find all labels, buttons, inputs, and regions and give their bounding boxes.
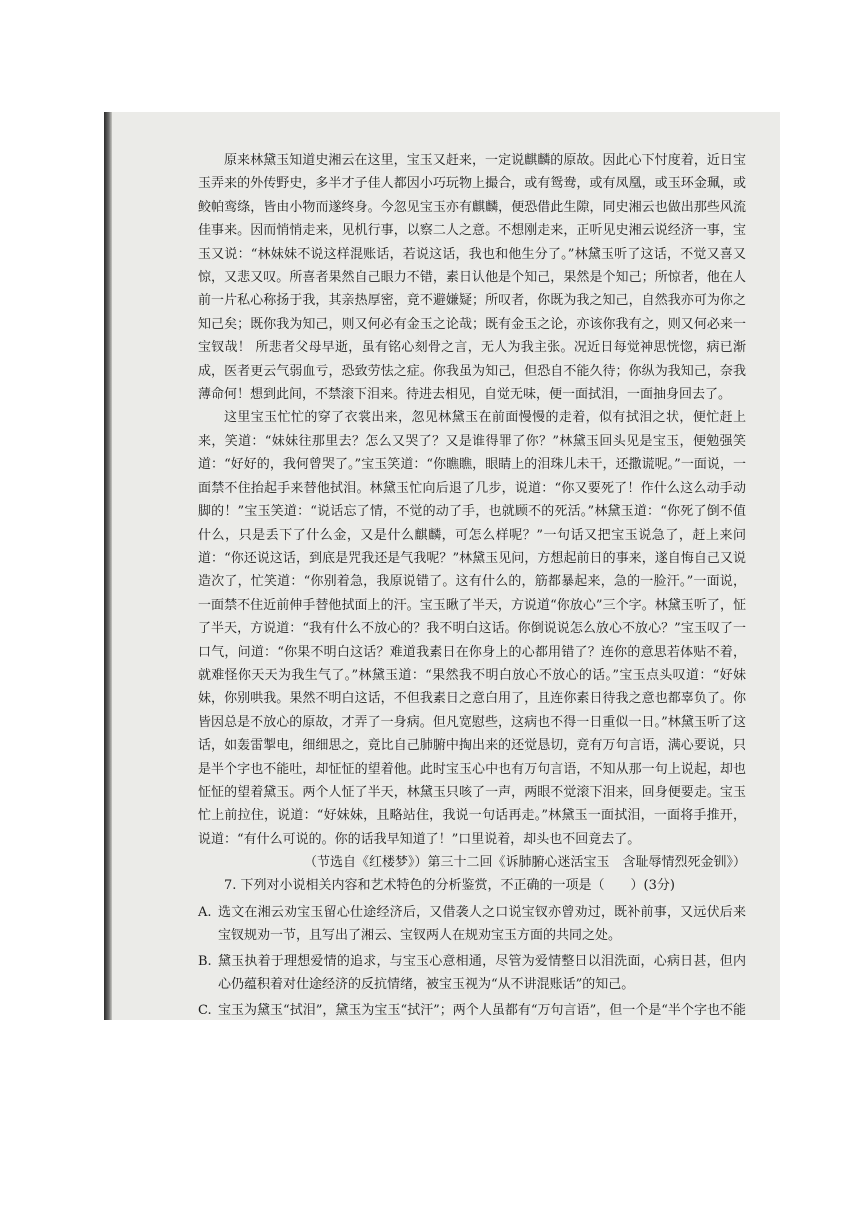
option-a-text: 选文在湘云劝宝玉留心仕途经济后，又借袭人之口说宝钗亦曾劝过，既补前事，又远伏后来宝钗规劝一节，且写出了湘云、宝钗两人在规劝宝玉方面的共同之处。 (218, 904, 746, 943)
exam-content (198, 149, 746, 1020)
option-b (198, 950, 746, 996)
option-c-text: 宝玉为黛玉“拭泪”，黛玉为宝玉“拭汗”；两个人虽都有“万句言语”，但一个是“半个字也不能 (218, 1002, 746, 1018)
option-c (198, 999, 746, 1020)
passage-paragraph-1: 原来林黛玉知道史湘云在这里，宝玉又赶来，一定说麒麟的原故。因此心下忖度着，近日宝玉弄来的外传野史，多半才子佳人都因小巧玩物上撮合，或有鸳鸯，或有凤凰，或玉环金珮，或鲛帕鸾绦，皆由小物而遂终身。今忽见宝玉亦有麒麟，便恐借此生隙，同史湘云也做出那些风流佳事来。因而悄悄走来，见机行事，以察二人之意。不想刚走来，正听见史湘云说经济一事，宝玉又说：“林妹妹不说这样混账话，若说这话，我也和他生分了。”林黛玉听了这话，不觉又喜又惊，又悲又叹。所喜者果然自己眼力不错，素日认他是个知己，果然是个知己；所惊者，他在人前一片私心称扬于我，其亲热厚密，竟不避嫌疑；所叹者，你既为我之知己，自然我亦可为你之知己矣；既你我为知己，则又何必有金玉之论哉；既有金玉之论，亦该你我有之，则又何必来一宝钗哉！ 所悲者父母早逝，虽有铭心刻骨之言，无人为我主张。况近日每觉神思恍惚，病已渐成，医者更云气弱血亏，恐致劳怯之症。你我虽为知己，但恐自不能久待；你纵为我知己，奈我薄命何！想到此间，不禁滚下泪来。待进去相见，自觉无味，便一面拭泪，一面抽身回去了。 (198, 153, 746, 403)
binding-edge (104, 112, 112, 1020)
question-stem: 7. 下列对小说相关内容和艺术特色的分析鉴赏，不正确的一项是（ ）(3分) (224, 878, 675, 894)
option-a-letter: A. (198, 904, 212, 920)
passage-source: （节选自《红楼梦》）第三十二回《诉肺腑心迷活宝玉 含耻辱情烈死金钏》） (303, 855, 746, 871)
option-b-text: 黛玉执着于理想爱情的追求，与宝玉心意相通，尽管为爱情整日以泪洗面，心病日甚，但内心仍蕴积着对仕途经济的反抗情绪，被宝玉视为“从不讲混账话”的知己。 (218, 953, 746, 992)
option-b-letter: B. (198, 953, 212, 969)
passage-paragraph-2: 这里宝玉忙忙的穿了衣裳出来，忽见林黛玉在前面慢慢的走着，似有拭泪之状，便忙赶上来，笑道：“妹妹往那里去？怎么又哭了？又是谁得罪了你？”林黛玉回头见是宝玉，便勉强笑道：“好好的，我何曾哭了。”宝玉笑道：“你瞧瞧，眼睛上的泪珠儿未干，还撒谎呢。”一面说，一面禁不住抬起手来替他拭泪。林黛玉忙向后退了几步，说道：“你又要死了！作什么这么动手动脚的！”宝玉笑道：“说话忘了情，不觉的动了手，也就顾不的死活。”林黛玉道：“你死了倒不值什么，只是丢下了什么金，又是什么麒麟，可怎么样呢？”一句话又把宝玉说急了，赶上来问道：“你还说这话，到底是咒我还是气我呢？”林黛玉见问，方想起前日的事来，遂自悔自己又说造次了，忙笑道：“你别着急，我原说错了。这有什么的，筋都暴起来，急的一脸汗。”一面说，一面禁不住近前伸手替他拭面上的汗。宝玉瞅了半天，方说道“你放心”三个字。林黛玉听了，怔了半天，方说道：“我有什么不放心的？我不明白这话。你倒说说怎么放心不放心？”宝玉叹了一口气，问道：“你果不明白这话？难道我素日在你身上的心都用错了？连你的意思若体贴不着，就难怪你天天为我生气了。”林黛玉道：“果然我不明白放心不放心的话。”宝玉点头叹道：“好妹妹，你别哄我。果然不明白这话，不但我素日之意白用了，且连你素日待我之意也都辜负了。你皆因总是不放心的原故，才弄了一身病。但凡宽慰些，这病也不得一日重似一日。”林黛玉听了这话，如轰雷掣电，细细思之，竟比自己肺腑中掏出来的还觉恳切，竟有万句言语，满心要说，只是半个字也不能吐，却怔怔的望着他。此时宝玉心中也有万句言语，不知从那一句上说起，却也怔怔的望着黛玉。两个人怔了半天，林黛玉只咳了一声，两眼不觉滚下泪来，回身便要走。宝玉忙上前拉住，说道：“好妹妹，且略站住，我说一句话再走。”林黛玉一面拭泪，一面将手推开，说道：“有什么可说的。你的话我早知道了！”口里说着，却头也不回竟去了。 (198, 410, 746, 847)
scanned-page (104, 112, 780, 1020)
option-c-letter: C. (198, 1002, 212, 1018)
option-a (198, 901, 746, 947)
